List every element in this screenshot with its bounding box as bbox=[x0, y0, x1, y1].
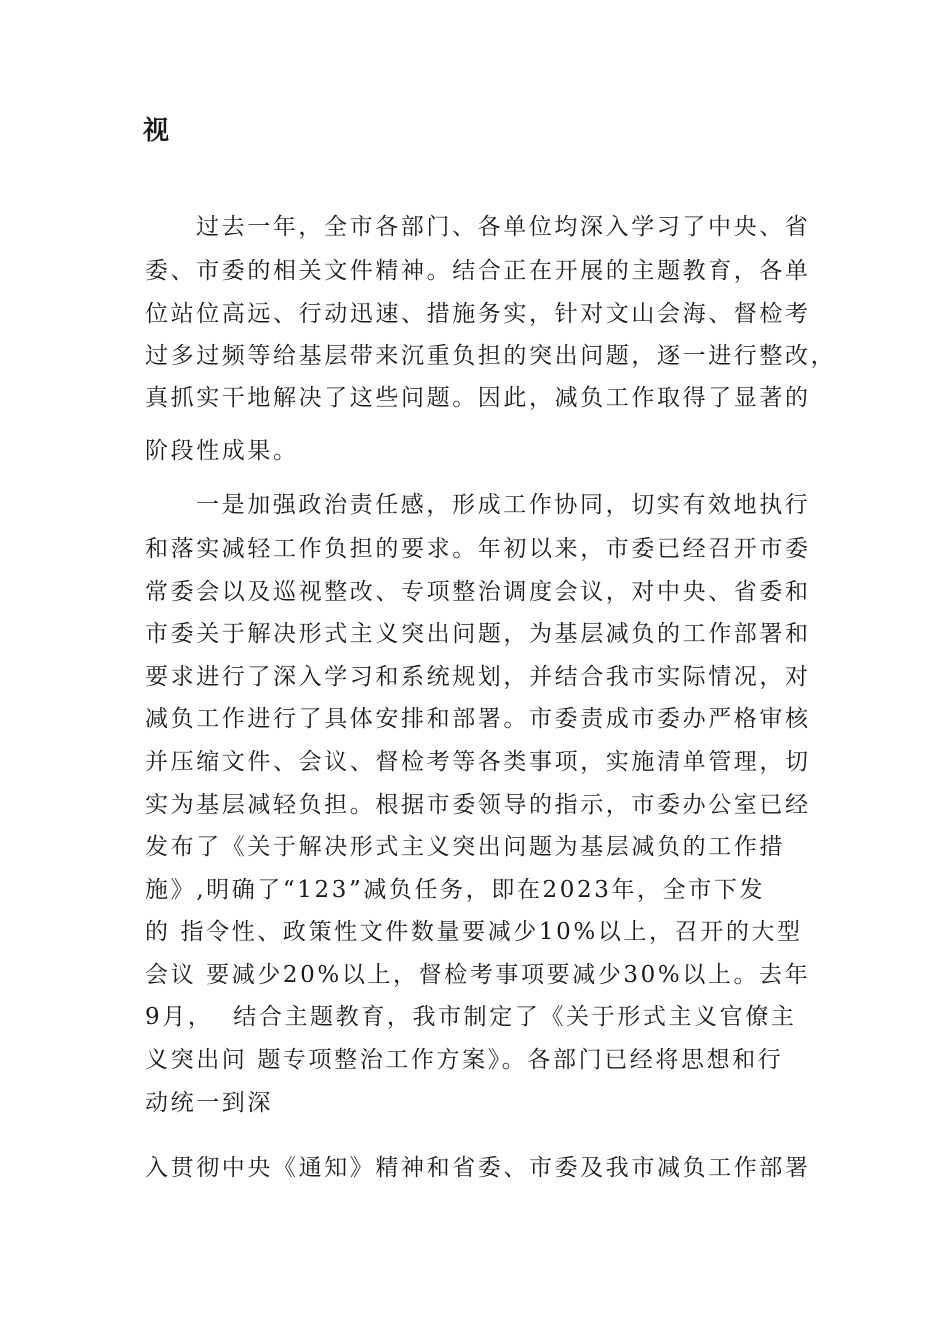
paragraph-2-line-8: 实为基层减轻负担。根据市委领导的指示，市委办公室已经 bbox=[145, 792, 811, 818]
paragraph-2-line-7: 并压缩文件、会议、督检考等各类事项，实施清单管理，切 bbox=[145, 749, 811, 775]
paragraph-2-line-14: 义突出问 题专项整治工作方案》。各部门已经将思想和行 bbox=[145, 1047, 784, 1073]
paragraph-2-line-11: 的 指令性、政策性文件数量要减少10%以上，召开的大型 bbox=[145, 919, 803, 945]
paragraph-2-line-12: 会议 要减少20%以上，督检考事项要减少30%以上。去年 bbox=[145, 962, 811, 988]
paragraph-2-line-10: 施》,明确了“123”减负任务，即在2023年，全市下发 bbox=[145, 877, 766, 903]
paragraph-2-line-2: 和落实减轻工作负担的要求。年初以来，市委已经召开市委 bbox=[145, 536, 811, 562]
paragraph-1-line-5: 真抓实干地解决了这些问题。因此，减负工作取得了显著的 bbox=[145, 385, 811, 411]
paragraph-2-line-15: 动统一到深 bbox=[145, 1090, 273, 1116]
paragraph-3-line-1: 入贯彻中央《通知》精神和省委、市委及我市减负工作部署 bbox=[145, 1155, 811, 1181]
paragraph-1-line-3: 位站位高远、行动迅速、措施务实，针对文山会海、督检考 bbox=[145, 301, 811, 327]
paragraph-1-line-2: 委、市委的相关文件精神。结合正在开展的主题教育，各单 bbox=[145, 258, 811, 284]
paragraph-2-line-6: 减负工作进行了具体安排和部署。市委责成市委办严格审核 bbox=[145, 706, 811, 732]
paragraph-2-line-3: 常委会以及巡视整改、专项整治调度会议，对中央、省委和 bbox=[145, 579, 811, 605]
paragraph-2-line-13: 9月， 结合主题教育，我市制定了《关于形式主义官僚主 bbox=[145, 1004, 797, 1030]
paragraph-1-line-4: 过多过频等给基层带来沉重负担的突出问题，逐一进行整改， bbox=[145, 343, 837, 369]
paragraph-1-line-6: 阶段性成果。 bbox=[145, 438, 299, 464]
paragraph-2-line-1: 一是加强政治责任感，形成工作协同，切实有效地执行 bbox=[196, 492, 811, 518]
section-heading: 视 bbox=[143, 116, 170, 146]
paragraph-1-line-1: 过去一年，全市各部门、各单位均深入学习了中央、省 bbox=[196, 214, 811, 240]
paragraph-2-line-9: 发布了《关于解决形式主义突出问题为基层减负的工作措 bbox=[145, 834, 785, 860]
paragraph-2-line-5: 要求进行了深入学习和系统规划，并结合我市实际情况，对 bbox=[145, 664, 811, 690]
paragraph-2-line-4: 市委关于解决形式主义突出问题，为基层减负的工作部署和 bbox=[145, 621, 811, 647]
